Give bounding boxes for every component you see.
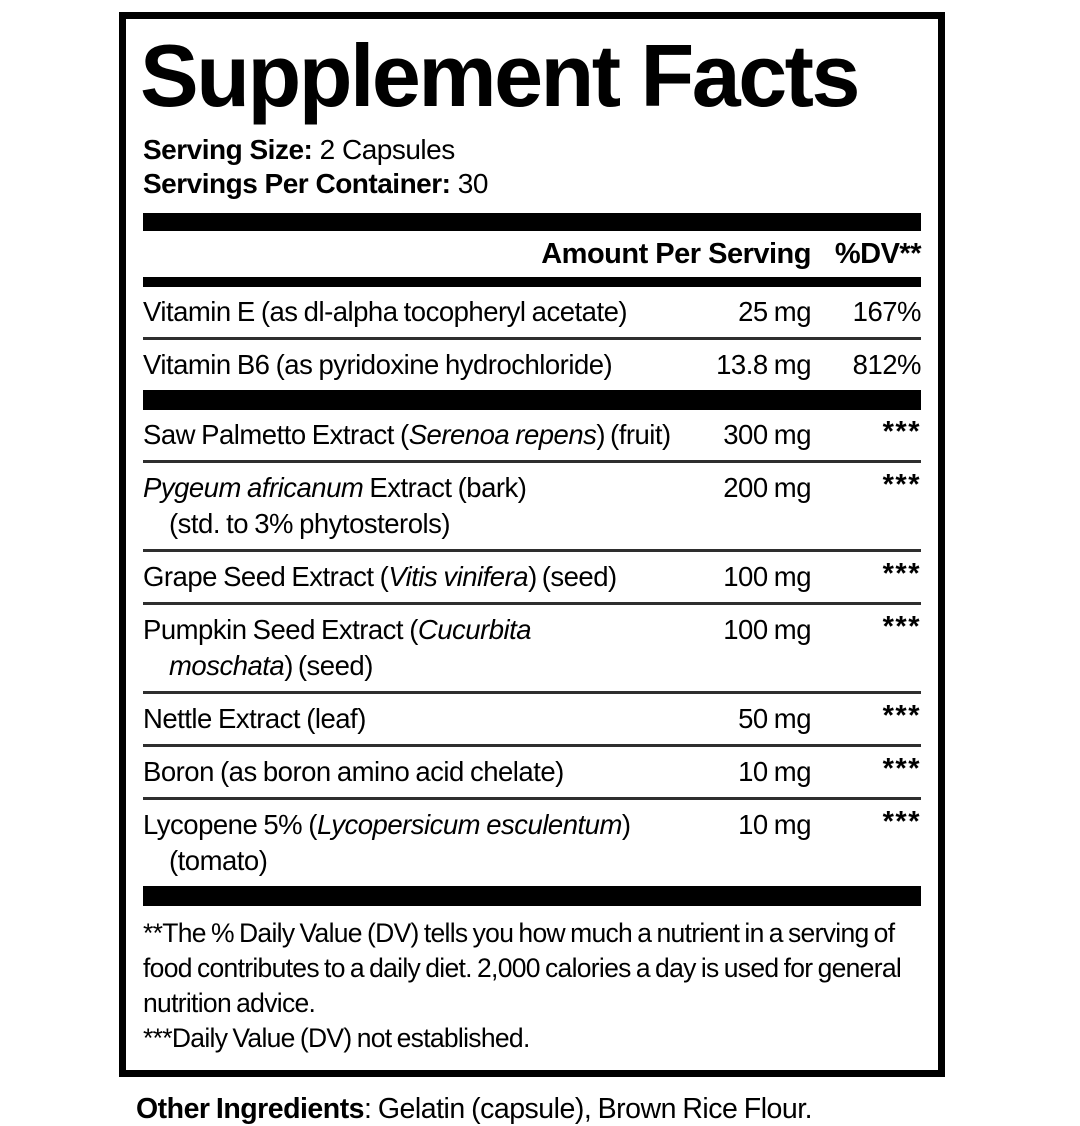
servings-per-container-line	[143, 167, 921, 201]
servings-per-container-label: Servings Per Container:	[143, 168, 451, 200]
table-row	[143, 691, 921, 744]
amount-value: 100 mg	[723, 614, 811, 646]
divider-bar-bottom	[143, 886, 921, 906]
ingredient-name: Vitamin E (as dl-alpha tocopheryl acetate)	[143, 296, 628, 328]
serving-size-value: 2 Capsules	[312, 134, 455, 166]
table-row	[143, 744, 921, 797]
ingredient-name: Pygeum africanum Extract (bark) (std. to 3% phytosterols)	[143, 472, 527, 540]
other-ingredients-label: Other Ingredients	[136, 1093, 365, 1126]
amount-value: 100 mg	[723, 561, 811, 593]
dv-value: ***	[882, 469, 921, 502]
divider-bar-mid	[143, 390, 921, 410]
table-row	[143, 410, 921, 460]
dv-value: ***	[882, 416, 921, 449]
dv-value: ***	[882, 558, 921, 591]
table-row	[143, 549, 921, 602]
dv-value: ***	[882, 806, 921, 839]
dv-not-established-footnote: ***Daily Value (DV) not established.	[143, 1023, 530, 1054]
amount-value: 300 mg	[723, 419, 811, 451]
table-row	[143, 602, 921, 691]
botanical-section	[143, 410, 921, 886]
ingredient-name: Vitamin B6 (as pyridoxine hydrochloride)	[143, 349, 613, 381]
ingredient-name: Boron (as boron amino acid chelate)	[143, 756, 564, 788]
serving-size-label: Serving Size:	[143, 134, 313, 166]
ingredient-name: Pumpkin Seed Extract (Cucurbita moschata) (seed)	[143, 614, 532, 682]
supplement-facts-title: Supplement Facts	[140, 26, 858, 125]
ingredient-name: Saw Palmetto Extract (Serenoa repens) (fruit)	[143, 419, 671, 451]
servings-per-container-value: 30	[450, 168, 488, 200]
dv-value: ***	[882, 611, 921, 644]
other-ingredients-text: : Gelatin (capsule), Brown Rice Flour.	[364, 1093, 813, 1126]
amount-per-serving-header: Amount Per Serving	[541, 238, 811, 271]
table-row	[143, 460, 921, 549]
table-row	[143, 287, 921, 337]
dv-footnote: **The % Daily Value (DV) tells you how much a nutrient in a serving of food contributes to a daily diet. 2,000 calories a day is used for general nutrition advice.	[143, 918, 902, 1019]
vitamin-section	[143, 287, 921, 390]
amount-value: 10 mg	[738, 756, 811, 788]
amount-value: 13.8 mg	[716, 349, 811, 381]
divider-bar-top	[143, 213, 921, 231]
table-row	[143, 797, 921, 886]
footnote-block	[143, 906, 921, 1070]
dv-value: 167%	[852, 296, 921, 328]
ingredient-name: Grape Seed Extract (Vitis vinifera) (seed)	[143, 561, 617, 593]
supplement-facts-panel	[119, 12, 945, 1077]
amount-value: 50 mg	[738, 703, 811, 735]
ingredient-name: Nettle Extract (leaf)	[143, 703, 366, 735]
supplement-label-page	[0, 12, 1080, 1126]
dv-value: 812%	[852, 349, 921, 381]
amount-value: 10 mg	[738, 809, 811, 841]
serving-size-line	[143, 133, 921, 167]
dv-value: ***	[882, 753, 921, 786]
divider-bar-header	[143, 277, 921, 287]
dv-value: ***	[882, 700, 921, 733]
serving-info	[143, 133, 921, 201]
amount-value: 200 mg	[723, 472, 811, 504]
other-ingredients	[136, 1093, 1080, 1126]
amount-value: 25 mg	[738, 296, 811, 328]
ingredient-name: Lycopene 5% (Lycopersicum esculentum) (tomato)	[143, 809, 636, 877]
table-row	[143, 337, 921, 390]
table-header	[143, 231, 921, 277]
dv-header: %DV**	[834, 238, 921, 271]
